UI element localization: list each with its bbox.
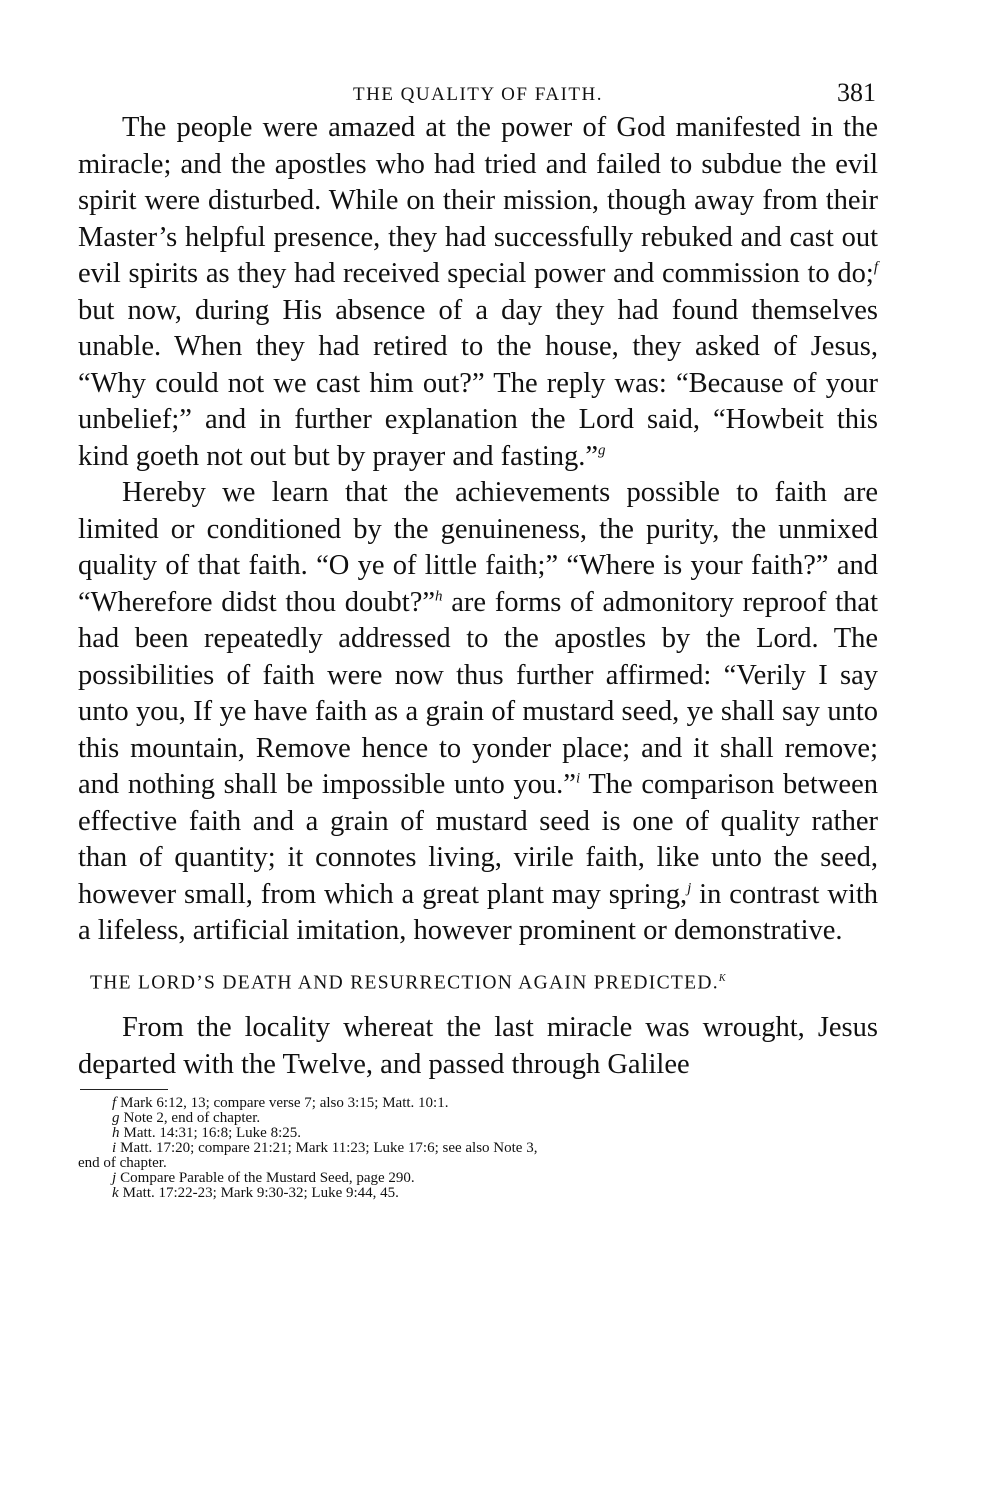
- paragraph-2-text-d: in contrast with a lifeless, artificial imitation, however prominent or demonstrative.: [78, 878, 878, 946]
- page-number: 381: [837, 78, 876, 107]
- footnote-text: Note 2, end of chapter.: [123, 1110, 261, 1126]
- section-heading: [90, 970, 878, 995]
- paragraph-2-text-c: The comparison between effective faith and a grain of mustard seed is one of quality rather than of quantity; it connotes living, virile faith, like unto the seed, however small, from which a great plant may spring,: [78, 769, 878, 910]
- footnote-mark: i: [112, 1140, 117, 1156]
- footnote-text: Matt. 14:31; 16:8; Luke 8:25.: [123, 1125, 301, 1141]
- footnote-ref-i: i: [575, 770, 581, 787]
- footnote-text: Mark 6:12, 13; compare verse 7; also 3:15; Matt. 10:1.: [120, 1095, 449, 1111]
- footnote-mark: j: [112, 1170, 117, 1186]
- footnote-mark: f: [112, 1095, 117, 1111]
- footnote-rule: [80, 1089, 168, 1090]
- footnote-ref-f: f: [873, 259, 878, 276]
- book-page: [78, 70, 878, 1201]
- paragraph-2-text-a: Hereby we learn that the achievements possible to faith are limited or conditioned by the genuineness, the purity, the unmixed quality of that faith. “O ye of little faith;” “Where is your faith?” and “Wherefore didst thou doubt?”: [78, 477, 878, 618]
- footnote-ref-k: k: [718, 969, 727, 985]
- footnote-ref-j: j: [687, 880, 692, 896]
- section-heading-text: THE LORD’S DEATH AND RESURRECTION AGAIN PREDICTED.: [90, 972, 719, 993]
- footnote-text: Matt. 17:22-23; Mark 9:30-32; Luke 9:44, 45.: [122, 1185, 399, 1201]
- footnote-ref-g: g: [598, 442, 606, 458]
- footnotes: [78, 1096, 878, 1201]
- paragraph-2: [78, 475, 878, 950]
- footnote-mark: k: [112, 1185, 119, 1201]
- footnote-k: [78, 1186, 878, 1201]
- footnote-g: [78, 1111, 878, 1126]
- footnote-mark: h: [112, 1125, 120, 1141]
- paragraph-1-text-b: but now, during His absence of a day they had found themselves unable. When they had retired to the house, they asked of Jesus, “Why could not we cast him out?” The reply was: “Because of your unbelief;” and in further explanation the Lord said, “Howbeit this kind goeth not out but by prayer and fasting.”: [78, 294, 878, 472]
- paragraph-2-text-b: are forms of admonitory reproof that had been repeatedly addressed to the apostles by the Lord. The possibilities of faith were now thus further affirmed: “Verily I say unto you, If ye have faith as a grain of mustard seed, ye shall say unto this mountain, Remove hence to yonder place; and it shall remove; and nothing shall be impossible unto you.”: [78, 586, 878, 800]
- footnote-text: Matt. 17:20; compare 21:21; Mark 11:23; Luke 17:6; see also Note 3,: [120, 1140, 538, 1156]
- page-header: [78, 70, 878, 110]
- footnote-continuation: end of chapter.: [78, 1155, 167, 1171]
- running-title: THE QUALITY OF FAITH.: [353, 84, 603, 105]
- footnote-i: [78, 1141, 878, 1171]
- footnote-f: [78, 1096, 878, 1111]
- footnote-mark: g: [112, 1110, 120, 1126]
- footnote-text: Compare Parable of the Mustard Seed, page 290.: [120, 1170, 415, 1186]
- paragraph-3: From the locality whereat the last miracle was wrought, Jesus departed with the Twelve, and passed through Galilee: [78, 1012, 878, 1080]
- footnote-ref-h: h: [435, 588, 443, 604]
- paragraph-1-text-a: The people were amazed at the power of God manifested in the miracle; and the apostles who had tried and failed to subdue the evil spirit were disturbed. While on their mission, though away from their Master’s helpful presence, they had successfully rebuked and cast out evil spirits as they had received special power and commission to do;: [78, 112, 878, 289]
- footnote-j: [78, 1171, 878, 1186]
- footnote-h: [78, 1126, 878, 1141]
- paragraph-1: [78, 110, 878, 475]
